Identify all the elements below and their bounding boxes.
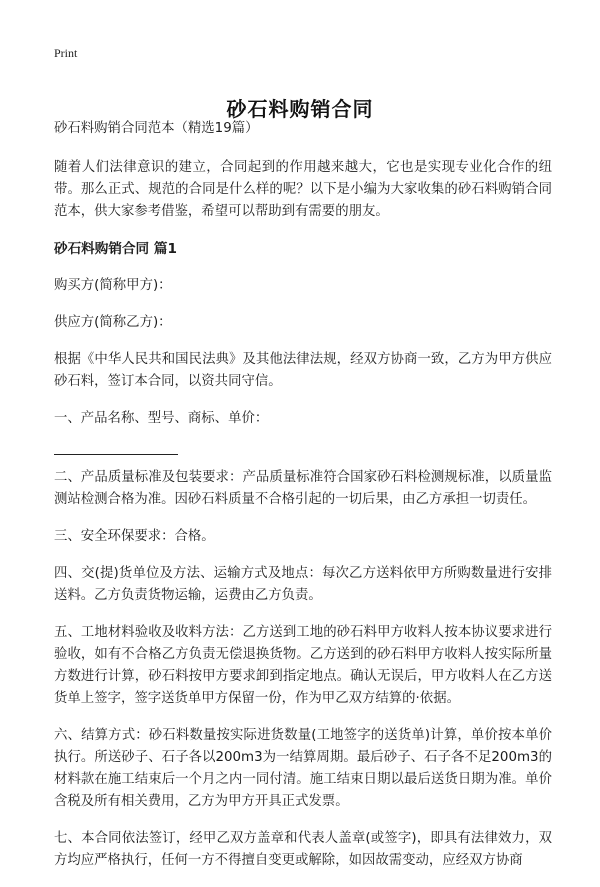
section-heading: 砂石料购销合同 篇1 (54, 241, 177, 257)
contract-basis-paragraph: 根据《中华人民共和国民法典》及其他法律法规，经双方协商一致，乙方为甲方供应砂石料，签订本合同，以资共同守信。 (54, 352, 552, 389)
supplier-line: 供应方(简称乙方)： (54, 315, 172, 330)
fill-in-blank-line (54, 428, 178, 455)
clause-6: 六、结算方式：砂石料数量按实际进货数量(工地签字的送货单)计算，单价按本单价执行。所送砂子、石子各以200m3为一结算周期。最后砂子、石子各不足200m3的材料款在施工结束后一个月之内一同付清。施工结束日期以最后送货日期为准。单价含税及所有相关费用，乙方为甲方开具正式发票。 (54, 728, 552, 809)
clause-4: 四、交(提)货单位及方法、运输方式及地点：每次乙方送料依甲方所购数量进行安排送料。乙方负责货物运输，运费由乙方负责。 (54, 566, 552, 603)
clause-1: 一、产品名称、型号、商标、单价： (54, 411, 269, 426)
intro-paragraph: 随着人们法律意识的建立，合同起到的作用越来越大，它也是实现专业化合作的纽带。那么正式、规范的合同是什么样的呢？以下是小编为大家收集的砂石料购销合同范本，供大家参考借鉴，希望可以帮助到有需要的朋友。 (54, 160, 552, 219)
article-subtitle: 砂石料购销合同范本（精选19篇） (54, 121, 259, 136)
clause-5: 五、工地材料验收及收料方法：乙方送到工地的砂石料甲方收料人按本协议要求进行验收，如有不合格乙方负责无偿退换货物。乙方送到的砂石料甲方收料人按实际所量方数进行计算，砂石料按甲方要求卸到指定地点。确认无误后，甲方收料人在乙方送货单上签字，签字送货单甲方保留一份，作为甲乙双方结算的·依据。 (54, 625, 552, 706)
clause-7: 七、本合同依法签订，经甲乙双方盖章和代表人盖章(或签字)，即具有法律效力，双方均应严格执行，任何一方不得擅自变更或解除，如因故需变动，应经双方协商 (54, 831, 552, 868)
article-body (54, 118, 552, 887)
clause-3: 三、安全环保要求：合格。 (54, 529, 215, 544)
clause-2: 二、产品质量标准及包装要求：产品质量标准符合国家砂石料检测规标准，以质量监测站检测合格为准。因砂石料质量不合格引起的一切后果，由乙方承担一切责任。 (54, 470, 552, 507)
buyer-line: 购买方(简称甲方)： (54, 278, 172, 293)
page-title: 砂石料购销合同 (226, 97, 374, 122)
print-link[interactable]: Print (54, 46, 78, 60)
